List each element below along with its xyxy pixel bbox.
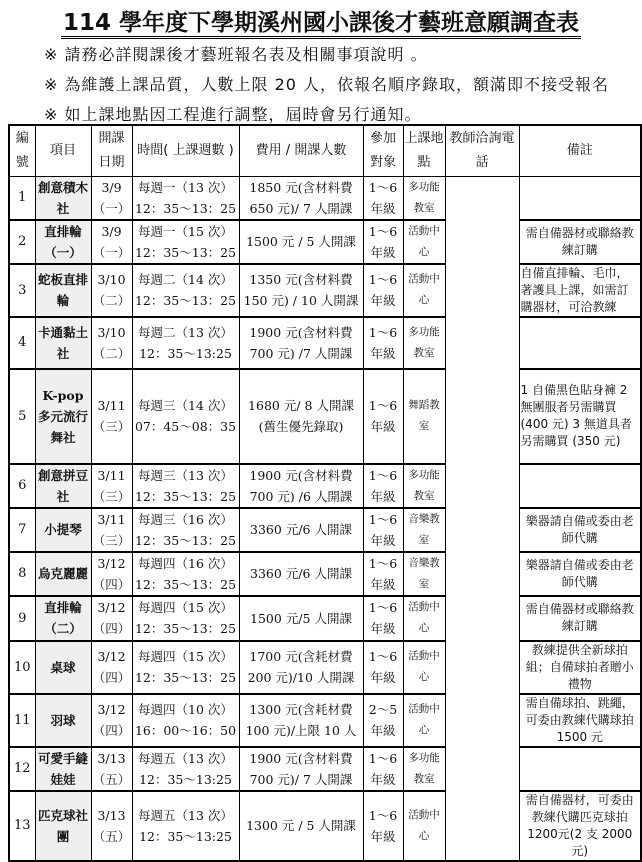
cell-fee: 1500 元/5 人開課	[239, 596, 363, 641]
time-line: 每週四（15 次）	[138, 649, 233, 664]
cell-item: 匹克球社團	[35, 791, 91, 861]
cell-number: 6	[9, 464, 35, 508]
course-row	[9, 552, 641, 596]
cell-target: 1～6 年級	[363, 552, 403, 596]
time-line: 每週四（16 次）	[138, 555, 233, 571]
cell-fee: 3360 元/6 人開課	[239, 508, 363, 552]
cell-teacher-phone	[445, 747, 519, 791]
course-row	[9, 694, 641, 747]
cell-time	[132, 747, 239, 791]
course-row	[9, 369, 641, 464]
cell-target: 1～6 年級	[363, 369, 403, 464]
cell-target: 1～6 年級	[363, 317, 403, 369]
cell-location: 多功能教室	[403, 464, 445, 508]
cell-teacher-phone	[445, 508, 519, 552]
cell-location: 音樂教室	[403, 552, 445, 596]
cell-teacher-phone	[445, 791, 519, 861]
cell-number: 12	[9, 747, 35, 791]
course-row	[9, 641, 641, 694]
cell-number: 7	[9, 508, 35, 552]
cell-location: 舞蹈教室	[403, 369, 445, 464]
cell-date: 3/12（四）	[91, 694, 132, 747]
cell-target: 1～6 年級	[363, 641, 403, 694]
title-text: 114 學年度下學期溪州國小課後才藝班意願調查表	[61, 10, 581, 39]
header-start-date: 開課日期	[91, 125, 132, 176]
cell-date: 3/10（二）	[91, 317, 132, 369]
cell-fee: 1300 元 / 5 人開課	[239, 791, 363, 861]
cell-remarks: 1 自備黑色貼身褲 2 無團服者另需購買 (400 元) 3 無道具者另需購買 (350 元)	[519, 369, 641, 464]
cell-remarks	[519, 176, 641, 220]
cell-number: 9	[9, 596, 35, 641]
cell-item: 創意積木社	[35, 176, 91, 220]
time-line: 每週二（14 次）	[138, 272, 233, 287]
cell-location: 活動中心	[403, 641, 445, 694]
time-line: 12：35～13：25	[134, 576, 237, 592]
cell-remarks	[519, 464, 641, 508]
course-row	[9, 264, 641, 317]
cell-fee: 3360 元/6 人開課	[239, 552, 363, 596]
cell-time	[132, 264, 239, 317]
course-row	[9, 317, 641, 369]
cell-time	[132, 552, 239, 596]
cell-remarks: 需自備器材，可委由教練代購匹克球拍 1200元(2 支 2000 元)	[519, 791, 641, 861]
course-row	[9, 596, 641, 641]
cell-location: 活動中心	[403, 220, 445, 264]
cell-location: 音樂教室	[403, 508, 445, 552]
cell-date: 3/13（五）	[91, 747, 132, 791]
cell-item: 直排輪（二）	[35, 596, 91, 641]
time-line: 每週四（15 次）	[138, 600, 233, 615]
course-table	[8, 124, 642, 862]
cell-item: 可愛手縫娃娃	[35, 747, 91, 791]
cell-teacher-phone	[445, 464, 519, 508]
cell-remarks: 樂器請自備或委由老師代購	[519, 508, 641, 552]
cell-number: 3	[9, 264, 35, 317]
time-line: 07：45～08：35	[134, 419, 237, 434]
cell-time	[132, 508, 239, 552]
header-teacher-phone: 教師洽詢電話	[445, 125, 519, 176]
cell-remarks: 教練提供全新球拍組；自備球拍者贈小禮物	[519, 641, 641, 694]
cell-target: 2～5 年級	[363, 694, 403, 747]
cell-location: 活動中心	[403, 791, 445, 861]
cell-teacher-phone	[445, 552, 519, 596]
note-2: ※ 為維護上課品質，人數上限 20 人，依報名順序錄取，額滿即不接受報名	[44, 75, 610, 94]
cell-time	[132, 641, 239, 694]
time-line: 每週五（13 次）	[138, 807, 233, 823]
cell-number: 2	[9, 220, 35, 264]
cell-date: 3/12（四）	[91, 641, 132, 694]
cell-location: 活動中心	[403, 694, 445, 747]
time-line: 12：35～13：25	[134, 200, 237, 216]
cell-number: 4	[9, 317, 35, 369]
time-line: 每週三（14 次）	[138, 398, 233, 413]
cell-item: 烏克麗麗	[35, 552, 91, 596]
header-location: 上課地點	[403, 125, 445, 176]
cell-teacher-phone	[445, 694, 519, 747]
time-line: 每週三（13 次）	[138, 467, 233, 483]
cell-item: 卡通黏土社	[35, 317, 91, 369]
cell-time	[132, 176, 239, 220]
time-line: 12：35～13:25	[139, 828, 232, 844]
cell-remarks	[519, 317, 641, 369]
time-line: 每週一（13 次）	[138, 179, 233, 195]
cell-time	[132, 596, 239, 641]
cell-number: 13	[9, 791, 35, 861]
time-line: 12：35～13：25	[134, 621, 237, 636]
cell-remarks: 自備直排輪、毛巾，著護具上課，如需訂購器材，可洽教練	[519, 264, 641, 317]
cell-fee: 1900 元(含材料費 700 元)/ 7 人開課	[239, 747, 363, 791]
header-number: 編號	[9, 125, 35, 176]
time-line: 16：00～16：50	[134, 723, 237, 738]
cell-date: 3/13（五）	[91, 791, 132, 861]
cell-target: 1～6 年級	[363, 596, 403, 641]
cell-date: 3/9（一）	[91, 220, 132, 264]
cell-number: 5	[9, 369, 35, 464]
course-row	[9, 464, 641, 508]
time-line: 12：35～13:25	[139, 771, 232, 787]
time-line: 12：35～13：25	[134, 293, 237, 308]
cell-number: 1	[9, 176, 35, 220]
cell-teacher-phone	[445, 317, 519, 369]
course-row	[9, 508, 641, 552]
time-line: 每週四（10 次）	[138, 702, 233, 717]
cell-number: 11	[9, 694, 35, 747]
cell-time	[132, 694, 239, 747]
cell-target: 1～6 年級	[363, 220, 403, 264]
header-remarks: 備註	[519, 125, 641, 176]
page-title	[0, 4, 642, 37]
cell-date: 3/11（三）	[91, 369, 132, 464]
cell-remarks: 需自備器材或聯絡教練訂購	[519, 220, 641, 264]
cell-number: 10	[9, 641, 35, 694]
cell-target: 1～6 年級	[363, 176, 403, 220]
cell-teacher-phone	[445, 596, 519, 641]
cell-fee: 1700 元(含耗材費 200 元)/10 人開課	[239, 641, 363, 694]
cell-item: 直排輪（一）	[35, 220, 91, 264]
time-line: 每週五（13 次）	[138, 750, 233, 766]
time-line: 每週一（15 次）	[138, 223, 233, 239]
cell-item: 桌球	[35, 641, 91, 694]
cell-location: 多功能教室	[403, 747, 445, 791]
course-row	[9, 220, 641, 264]
note-1: ※ 請務必詳閱課後才藝班報名表及相關事項說明 。	[44, 45, 428, 64]
cell-remarks: 樂器請自備或委由老師代購	[519, 552, 641, 596]
cell-location: 活動中心	[403, 264, 445, 317]
cell-date: 3/12（四）	[91, 596, 132, 641]
cell-item: 羽球	[35, 694, 91, 747]
cell-location: 活動中心	[403, 596, 445, 641]
cell-date: 3/11（三）	[91, 464, 132, 508]
course-row	[9, 791, 641, 861]
cell-remarks: 需自備器材或聯絡教練訂購	[519, 596, 641, 641]
cell-target: 1～6 年級	[363, 508, 403, 552]
header-fee: 費用 / 開課人數	[239, 125, 363, 176]
cell-fee: 1300 元(含耗材費 100 元)/上限 10 人	[239, 694, 363, 747]
cell-item: 小提琴	[35, 508, 91, 552]
cell-time	[132, 791, 239, 861]
course-row	[9, 747, 641, 791]
time-line: 12：35～13：25	[134, 532, 237, 548]
cell-teacher-phone	[445, 641, 519, 694]
course-row	[9, 176, 641, 220]
cell-teacher-phone	[445, 369, 519, 464]
cell-fee: 1900 元(含材料費 700 元) /7 人開課	[239, 317, 363, 369]
cell-number: 8	[9, 552, 35, 596]
cell-time	[132, 369, 239, 464]
cell-fee: 1500 元 / 5 人開課	[239, 220, 363, 264]
cell-target: 1～6 年級	[363, 264, 403, 317]
time-line: 12：35～13：25	[134, 244, 237, 260]
cell-time	[132, 464, 239, 508]
header-target: 參加對象	[363, 125, 403, 176]
cell-target: 1～6 年級	[363, 464, 403, 508]
cell-teacher-phone	[445, 176, 519, 220]
cell-target: 1～6 年級	[363, 791, 403, 861]
time-line: 12：35～13：25	[134, 488, 237, 504]
cell-fee: 1900 元(含材料費 700 元) /6 人開課	[239, 464, 363, 508]
cell-fee: 1350 元(含材料費 150 元) / 10 人開課	[239, 264, 363, 317]
cell-date: 3/9（一）	[91, 176, 132, 220]
time-line: 12：35～13:25	[139, 345, 232, 361]
cell-time	[132, 220, 239, 264]
note-3: ※ 如上課地點因工程進行調整，屆時會另行通知。	[44, 105, 422, 124]
cell-item: 創意拼豆社	[35, 464, 91, 508]
cell-item: K-pop 多元流行舞社	[35, 369, 91, 464]
cell-teacher-phone	[445, 220, 519, 264]
cell-date: 3/10（二）	[91, 264, 132, 317]
cell-remarks: 需自備球拍、跳繩，可委由教練代購球拍 1500 元	[519, 694, 641, 747]
header-time: 時間( 上課週數 )	[132, 125, 239, 176]
cell-location: 多功能教室	[403, 176, 445, 220]
cell-fee: 1680 元/ 8 人開課 (舊生優先錄取)	[239, 369, 363, 464]
cell-date: 3/11（三）	[91, 508, 132, 552]
cell-teacher-phone	[445, 264, 519, 317]
cell-item: 蛇板直排輪	[35, 264, 91, 317]
cell-date: 3/12（四）	[91, 552, 132, 596]
cell-target: 1～6 年級	[363, 747, 403, 791]
time-line: 12：35～13：25	[134, 670, 237, 685]
header-item: 項目	[35, 125, 91, 176]
time-line: 每週二（13 次）	[138, 324, 233, 340]
cell-fee: 1850 元(含材料費 650 元)/ 7 人開課	[239, 176, 363, 220]
cell-location: 多功能教室	[403, 317, 445, 369]
cell-time	[132, 317, 239, 369]
time-line: 每週三（16 次）	[138, 511, 233, 527]
cell-remarks	[519, 747, 641, 791]
